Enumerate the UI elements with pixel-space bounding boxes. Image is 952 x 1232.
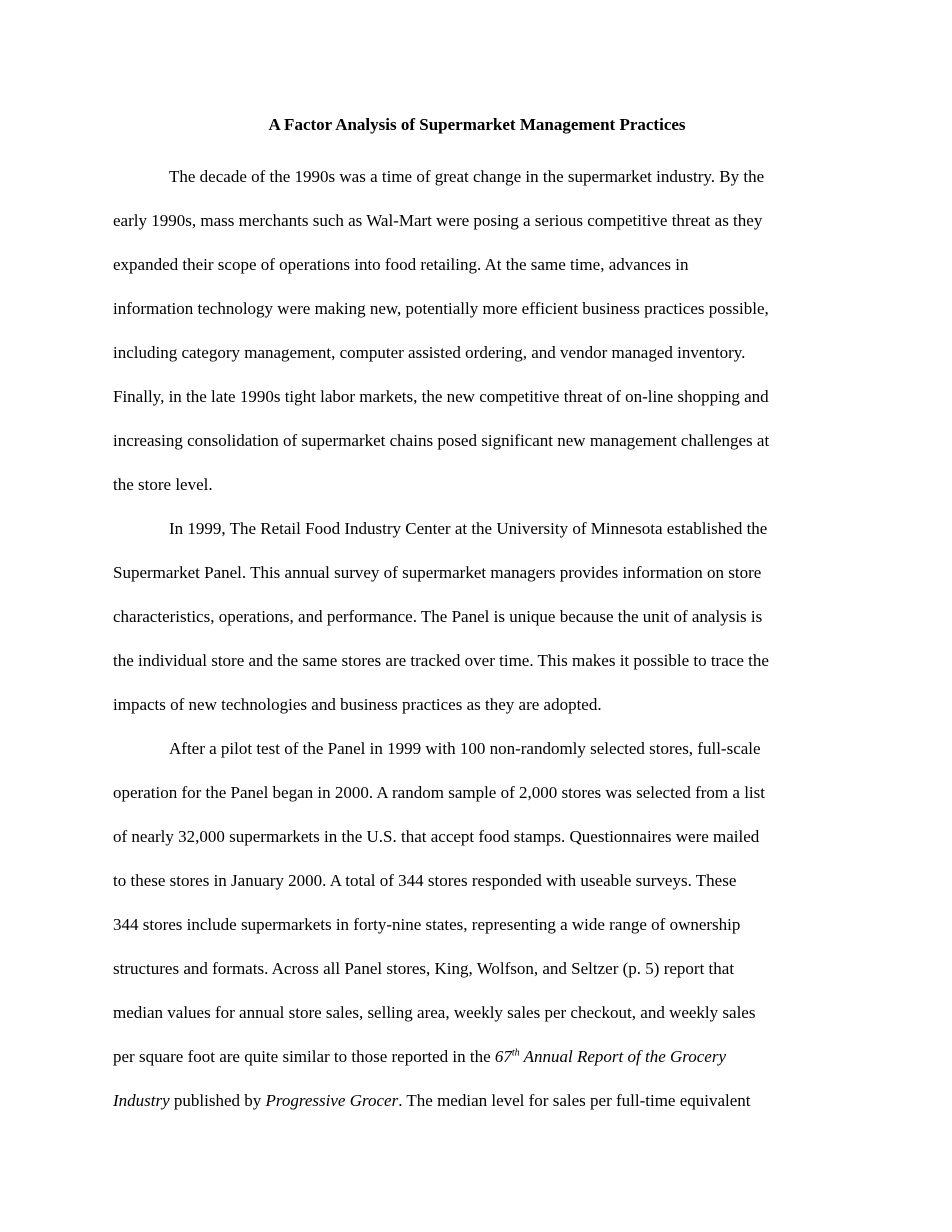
text-line-citation xyxy=(113,1035,841,1079)
text-line: Finally, in the late 1990s tight labor markets, the new competitive threat of on-line shopping and xyxy=(113,387,769,406)
text-line: including category management, computer assisted ordering, and vendor managed inventory. xyxy=(113,343,746,362)
paragraph-2 xyxy=(113,507,841,727)
document-page xyxy=(113,111,841,1123)
publisher-name: Progressive Grocer xyxy=(265,1091,399,1110)
paragraph-1 xyxy=(113,155,841,507)
ordinal-suffix: th xyxy=(511,1047,520,1059)
text-line: information technology were making new, potentially more efficient business practices possible, xyxy=(113,299,769,318)
text-line: 344 stores include supermarkets in forty-nine states, representing a wide range of ownership xyxy=(113,915,741,934)
text-line: increasing consolidation of supermarket chains posed significant new management challenges at xyxy=(113,431,770,450)
line-text: . The median level for sales per full-time equivalent xyxy=(398,1091,751,1110)
text-line: structures and formats. Across all Panel stores, King, Wolfson, and Seltzer (p. 5) report that xyxy=(113,959,735,978)
report-title-end: Industry xyxy=(113,1091,170,1110)
report-number: 67 xyxy=(494,1047,512,1066)
text-line: the store level. xyxy=(113,475,213,494)
text-line: characteristics, operations, and performance. The Panel is unique because the unit of analysis is xyxy=(113,607,763,626)
line-text: per square foot are quite similar to those reported in the xyxy=(113,1047,495,1066)
text-line: impacts of new technologies and business practices as they are adopted. xyxy=(113,695,602,714)
text-line: After a pilot test of the Panel in 1999 with 100 non-randomly selected stores, full-scale xyxy=(169,739,761,758)
text-line-publisher xyxy=(113,1079,841,1123)
text-line: of nearly 32,000 supermarkets in the U.S. that accept food stamps. Questionnaires were mailed xyxy=(113,827,760,846)
text-line: to these stores in January 2000. A total of 344 stores responded with useable surveys. These xyxy=(113,871,737,890)
report-title: Annual Report of the Grocery xyxy=(519,1047,727,1066)
text-line: median values for annual store sales, selling area, weekly sales per checkout, and weekly sales xyxy=(113,1003,756,1022)
text-line: early 1990s, mass merchants such as Wal-Mart were posing a serious competitive threat as they xyxy=(113,211,763,230)
line-text: published by xyxy=(169,1091,266,1110)
text-line: The decade of the 1990s was a time of great change in the supermarket industry. By the xyxy=(169,167,765,186)
text-line: the individual store and the same stores are tracked over time. This makes it possible to trace the xyxy=(113,651,769,670)
document-title: A Factor Analysis of Supermarket Management Practices xyxy=(268,115,686,134)
text-line: Supermarket Panel. This annual survey of supermarket managers provides information on store xyxy=(113,563,762,582)
paragraph-3 xyxy=(113,727,841,1123)
text-line: expanded their scope of operations into food retailing. At the same time, advances in xyxy=(113,255,689,274)
text-line: operation for the Panel began in 2000. A random sample of 2,000 stores was selected from a list xyxy=(113,783,765,802)
text-line: In 1999, The Retail Food Industry Center at the University of Minnesota established the xyxy=(169,519,768,538)
